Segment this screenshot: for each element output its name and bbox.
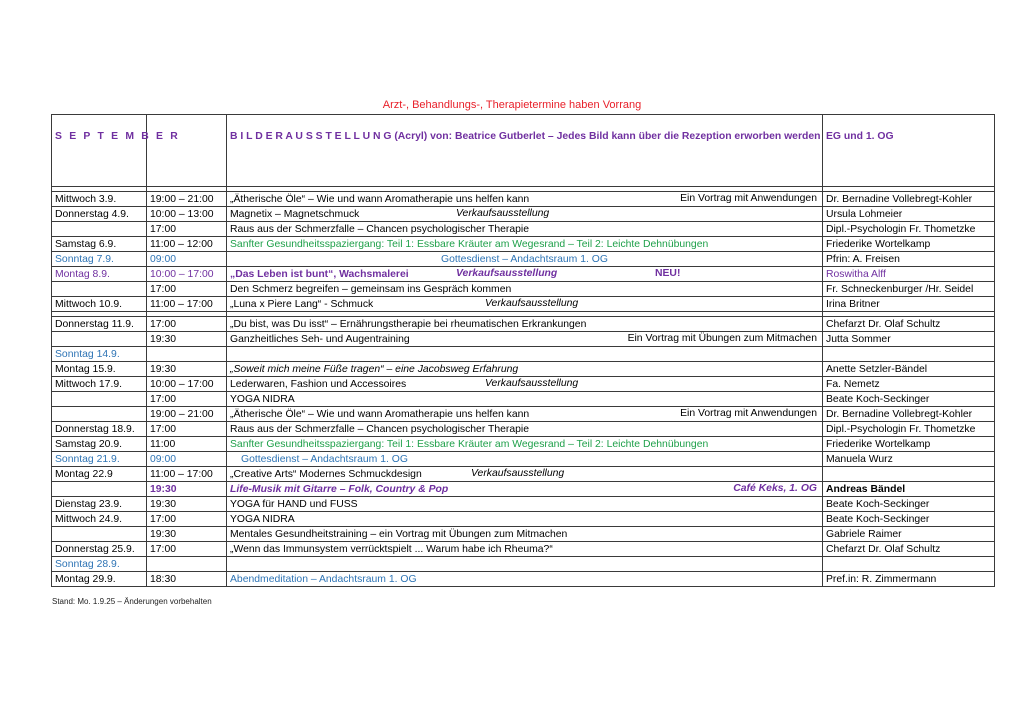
event-cell bbox=[227, 377, 823, 392]
day-cell: Donnerstag 18.9. bbox=[52, 422, 147, 437]
day-cell: Mittwoch 24.9. bbox=[52, 512, 147, 527]
table-row bbox=[52, 437, 995, 452]
table-row bbox=[52, 497, 995, 512]
day-cell: Donnerstag 25.9. bbox=[52, 542, 147, 557]
event-cell bbox=[227, 207, 823, 222]
day-cell: Donnerstag 11.9. bbox=[52, 317, 147, 332]
event-note: Verkaufsausstellung bbox=[456, 268, 558, 279]
person-cell: Roswitha Alff bbox=[823, 267, 995, 282]
time-cell: 17:00 bbox=[147, 222, 227, 237]
event-note: Ein Vortrag mit Anwendungen bbox=[680, 193, 817, 204]
time-cell: 11:00 – 17:00 bbox=[147, 297, 227, 312]
event-title: „Das Leben ist bunt“, Wachsmalerei bbox=[230, 268, 409, 280]
day-cell bbox=[52, 527, 147, 542]
person-cell: Beate Koch-Seckinger bbox=[823, 512, 995, 527]
event-note: Ein Vortrag mit Anwendungen bbox=[680, 408, 817, 419]
time-cell: 17:00 bbox=[147, 317, 227, 332]
day-cell: Sonntag 7.9. bbox=[52, 252, 147, 267]
table-row bbox=[52, 362, 995, 377]
exhibition-header: B I L D E R A U S S T E L L U N G (Acryl) von: Beatrice Gutberlet – Jedes Bild kann über die Rezeption erworben werden bbox=[227, 115, 823, 187]
event-cell bbox=[227, 557, 823, 572]
event-title: Magnetix – Magnetschmuck bbox=[230, 208, 360, 220]
person-cell: Anette Setzler-Bändel bbox=[823, 362, 995, 377]
table-row bbox=[52, 237, 995, 252]
day-cell: Dienstag 23.9. bbox=[52, 497, 147, 512]
table-row bbox=[52, 282, 995, 297]
september-schedule-table bbox=[51, 114, 995, 587]
event-cell bbox=[227, 407, 823, 422]
status-footer: Stand: Mo. 1.9.25 – Änderungen vorbehalten bbox=[52, 597, 212, 606]
day-cell: Montag 22.9 bbox=[52, 467, 147, 482]
table-row bbox=[52, 407, 995, 422]
day-cell: Sonntag 21.9. bbox=[52, 452, 147, 467]
person-cell: Fr. Schneckenburger /Hr. Seidel bbox=[823, 282, 995, 297]
priority-notice: Arzt-, Behandlungs-, Therapietermine haben Vorrang bbox=[382, 99, 642, 111]
event-cell bbox=[227, 192, 823, 207]
time-cell: 17:00 bbox=[147, 422, 227, 437]
person-cell: Dr. Bernadine Vollebregt-Kohler bbox=[823, 407, 995, 422]
day-cell bbox=[52, 482, 147, 497]
time-cell bbox=[147, 347, 227, 362]
table-row bbox=[52, 222, 995, 237]
header-row bbox=[52, 115, 995, 187]
month-header: S E P T E M B E R bbox=[52, 115, 147, 187]
table-row bbox=[52, 527, 995, 542]
person-cell: Beate Koch-Seckinger bbox=[823, 497, 995, 512]
person-cell: Irina Britner bbox=[823, 297, 995, 312]
time-cell: 19:00 – 21:00 bbox=[147, 192, 227, 207]
person-cell: Dipl.-Psychologin Fr. Thometzke bbox=[823, 222, 995, 237]
time-cell: 17:00 bbox=[147, 512, 227, 527]
time-cell: 19:30 bbox=[147, 332, 227, 347]
person-cell: Beate Koch-Seckinger bbox=[823, 392, 995, 407]
time-cell: 09:00 bbox=[147, 252, 227, 267]
person-cell: Fa. Nemetz bbox=[823, 377, 995, 392]
event-cell: Gottesdienst – Andachtsraum 1. OG bbox=[227, 252, 823, 267]
event-cell: Raus aus der Schmerzfalle – Chancen psychologischer Therapie bbox=[227, 222, 823, 237]
day-cell bbox=[52, 222, 147, 237]
table-row bbox=[52, 422, 995, 437]
event-title: Life-Musik mit Gitarre – Folk, Country & Pop bbox=[230, 483, 449, 495]
time-cell bbox=[147, 557, 227, 572]
time-cell: 18:30 bbox=[147, 572, 227, 587]
table-row bbox=[52, 252, 995, 267]
person-cell bbox=[823, 467, 995, 482]
day-cell: Montag 15.9. bbox=[52, 362, 147, 377]
event-location: Café Keks, 1. OG bbox=[733, 483, 817, 494]
day-cell: Sonntag 14.9. bbox=[52, 347, 147, 362]
table-row bbox=[52, 467, 995, 482]
person-cell: Manuela Wurz bbox=[823, 452, 995, 467]
event-cell bbox=[227, 297, 823, 312]
time-cell: 10:00 – 17:00 bbox=[147, 267, 227, 282]
time-cell: 19:30 bbox=[147, 362, 227, 377]
day-cell: Donnerstag 4.9. bbox=[52, 207, 147, 222]
event-cell: YOGA NIDRA bbox=[227, 512, 823, 527]
person-cell: Ursula Lohmeier bbox=[823, 207, 995, 222]
day-cell bbox=[52, 407, 147, 422]
event-title: Ganzheitliches Seh- und Augentraining bbox=[230, 333, 410, 345]
day-cell: Montag 8.9. bbox=[52, 267, 147, 282]
person-cell bbox=[823, 557, 995, 572]
event-cell bbox=[227, 332, 823, 347]
event-cell: Gottesdienst – Andachtsraum 1. OG bbox=[227, 452, 823, 467]
time-cell: 11:00 – 12:00 bbox=[147, 237, 227, 252]
table-row bbox=[52, 392, 995, 407]
event-title: Lederwaren, Fashion und Accessoires bbox=[230, 378, 407, 390]
event-cell: „Du bist, was Du isst“ – Ernährungstherapie bei rheumatischen Erkrankungen bbox=[227, 317, 823, 332]
event-cell: „Wenn das Immunsystem verrücktspielt ... Warum habe ich Rheuma?“ bbox=[227, 542, 823, 557]
event-cell: Sanfter Gesundheitsspaziergang: Teil 1: Essbare Kräuter am Wegesrand – Teil 2: Leichte Dehnübungen bbox=[227, 237, 823, 252]
time-cell: 11:00 – 17:00 bbox=[147, 467, 227, 482]
person-cell: Chefarzt Dr. Olaf Schultz bbox=[823, 542, 995, 557]
time-header bbox=[147, 115, 227, 187]
time-cell: 17:00 bbox=[147, 392, 227, 407]
person-cell: Andreas Bändel bbox=[823, 482, 995, 497]
location-header: EG und 1. OG bbox=[823, 115, 995, 187]
table-row bbox=[52, 377, 995, 392]
day-cell bbox=[52, 332, 147, 347]
event-note: Verkaufsausstellung bbox=[456, 208, 550, 219]
day-cell: Mittwoch 17.9. bbox=[52, 377, 147, 392]
table-row bbox=[52, 267, 995, 282]
event-cell bbox=[227, 467, 823, 482]
event-cell: „Soweit mich meine Füße tragen“ – eine Jacobsweg Erfahrung bbox=[227, 362, 823, 377]
table-row bbox=[52, 542, 995, 557]
event-title: „Ätherische Öle“ – Wie und wann Aromatherapie uns helfen kann bbox=[230, 408, 530, 420]
time-cell: 10:00 – 13:00 bbox=[147, 207, 227, 222]
event-cell bbox=[227, 347, 823, 362]
event-cell bbox=[227, 267, 823, 282]
day-cell: Montag 29.9. bbox=[52, 572, 147, 587]
table-row bbox=[52, 192, 995, 207]
time-cell: 19:30 bbox=[147, 527, 227, 542]
person-cell: Gabriele Raimer bbox=[823, 527, 995, 542]
table-row bbox=[52, 207, 995, 222]
event-note: Verkaufsausstellung bbox=[485, 298, 579, 309]
table-row bbox=[52, 332, 995, 347]
event-title: „Luna x Piere Lang“ - Schmuck bbox=[230, 298, 374, 310]
day-cell: Mittwoch 10.9. bbox=[52, 297, 147, 312]
table-row bbox=[52, 347, 995, 362]
table-row bbox=[52, 297, 995, 312]
table-row bbox=[52, 572, 995, 587]
table-row bbox=[52, 452, 995, 467]
table-row bbox=[52, 557, 995, 572]
new-badge: NEU! bbox=[655, 268, 681, 279]
event-note: Verkaufsausstellung bbox=[485, 378, 579, 389]
event-cell: Abendmeditation – Andachtsraum 1. OG bbox=[227, 572, 823, 587]
day-cell bbox=[52, 392, 147, 407]
event-title: „Creative Arts“ Modernes Schmuckdesign bbox=[230, 468, 422, 480]
time-cell: 19:30 bbox=[147, 482, 227, 497]
event-cell: Den Schmerz begreifen – gemeinsam ins Gespräch kommen bbox=[227, 282, 823, 297]
day-cell: Sonntag 28.9. bbox=[52, 557, 147, 572]
person-cell: Dipl.-Psychologin Fr. Thometzke bbox=[823, 422, 995, 437]
event-note: Verkaufsausstellung bbox=[471, 468, 565, 479]
table-row bbox=[52, 512, 995, 527]
event-cell: YOGA für HAND und FUSS bbox=[227, 497, 823, 512]
time-cell: 17:00 bbox=[147, 282, 227, 297]
time-cell: 19:00 – 21:00 bbox=[147, 407, 227, 422]
time-cell: 11:00 bbox=[147, 437, 227, 452]
person-cell: Friederike Wortelkamp bbox=[823, 237, 995, 252]
event-cell: Sanfter Gesundheitsspaziergang: Teil 1: Essbare Kräuter am Wegesrand – Teil 2: Leichte Dehnübungen bbox=[227, 437, 823, 452]
table-row bbox=[52, 482, 995, 497]
person-cell: Friederike Wortelkamp bbox=[823, 437, 995, 452]
person-cell: Jutta Sommer bbox=[823, 332, 995, 347]
event-cell: YOGA NIDRA bbox=[227, 392, 823, 407]
person-cell bbox=[823, 347, 995, 362]
day-cell: Samstag 6.9. bbox=[52, 237, 147, 252]
time-cell: 10:00 – 17:00 bbox=[147, 377, 227, 392]
person-cell: Pfrin: A. Freisen bbox=[823, 252, 995, 267]
event-cell: Mentales Gesundheitstraining – ein Vortrag mit Übungen zum Mitmachen bbox=[227, 527, 823, 542]
person-cell: Dr. Bernadine Vollebregt-Kohler bbox=[823, 192, 995, 207]
event-cell bbox=[227, 482, 823, 497]
day-cell: Samstag 20.9. bbox=[52, 437, 147, 452]
person-cell: Pref.in: R. Zimmermann bbox=[823, 572, 995, 587]
time-cell: 19:30 bbox=[147, 497, 227, 512]
person-cell: Chefarzt Dr. Olaf Schultz bbox=[823, 317, 995, 332]
time-cell: 17:00 bbox=[147, 542, 227, 557]
event-cell: Raus aus der Schmerzfalle – Chancen psychologischer Therapie bbox=[227, 422, 823, 437]
event-title: „Ätherische Öle“ – Wie und wann Aromatherapie uns helfen kann bbox=[230, 193, 530, 205]
day-cell: Mittwoch 3.9. bbox=[52, 192, 147, 207]
table-row bbox=[52, 317, 995, 332]
event-note: Ein Vortrag mit Übungen zum Mitmachen bbox=[627, 333, 817, 344]
time-cell: 09:00 bbox=[147, 452, 227, 467]
day-cell bbox=[52, 282, 147, 297]
